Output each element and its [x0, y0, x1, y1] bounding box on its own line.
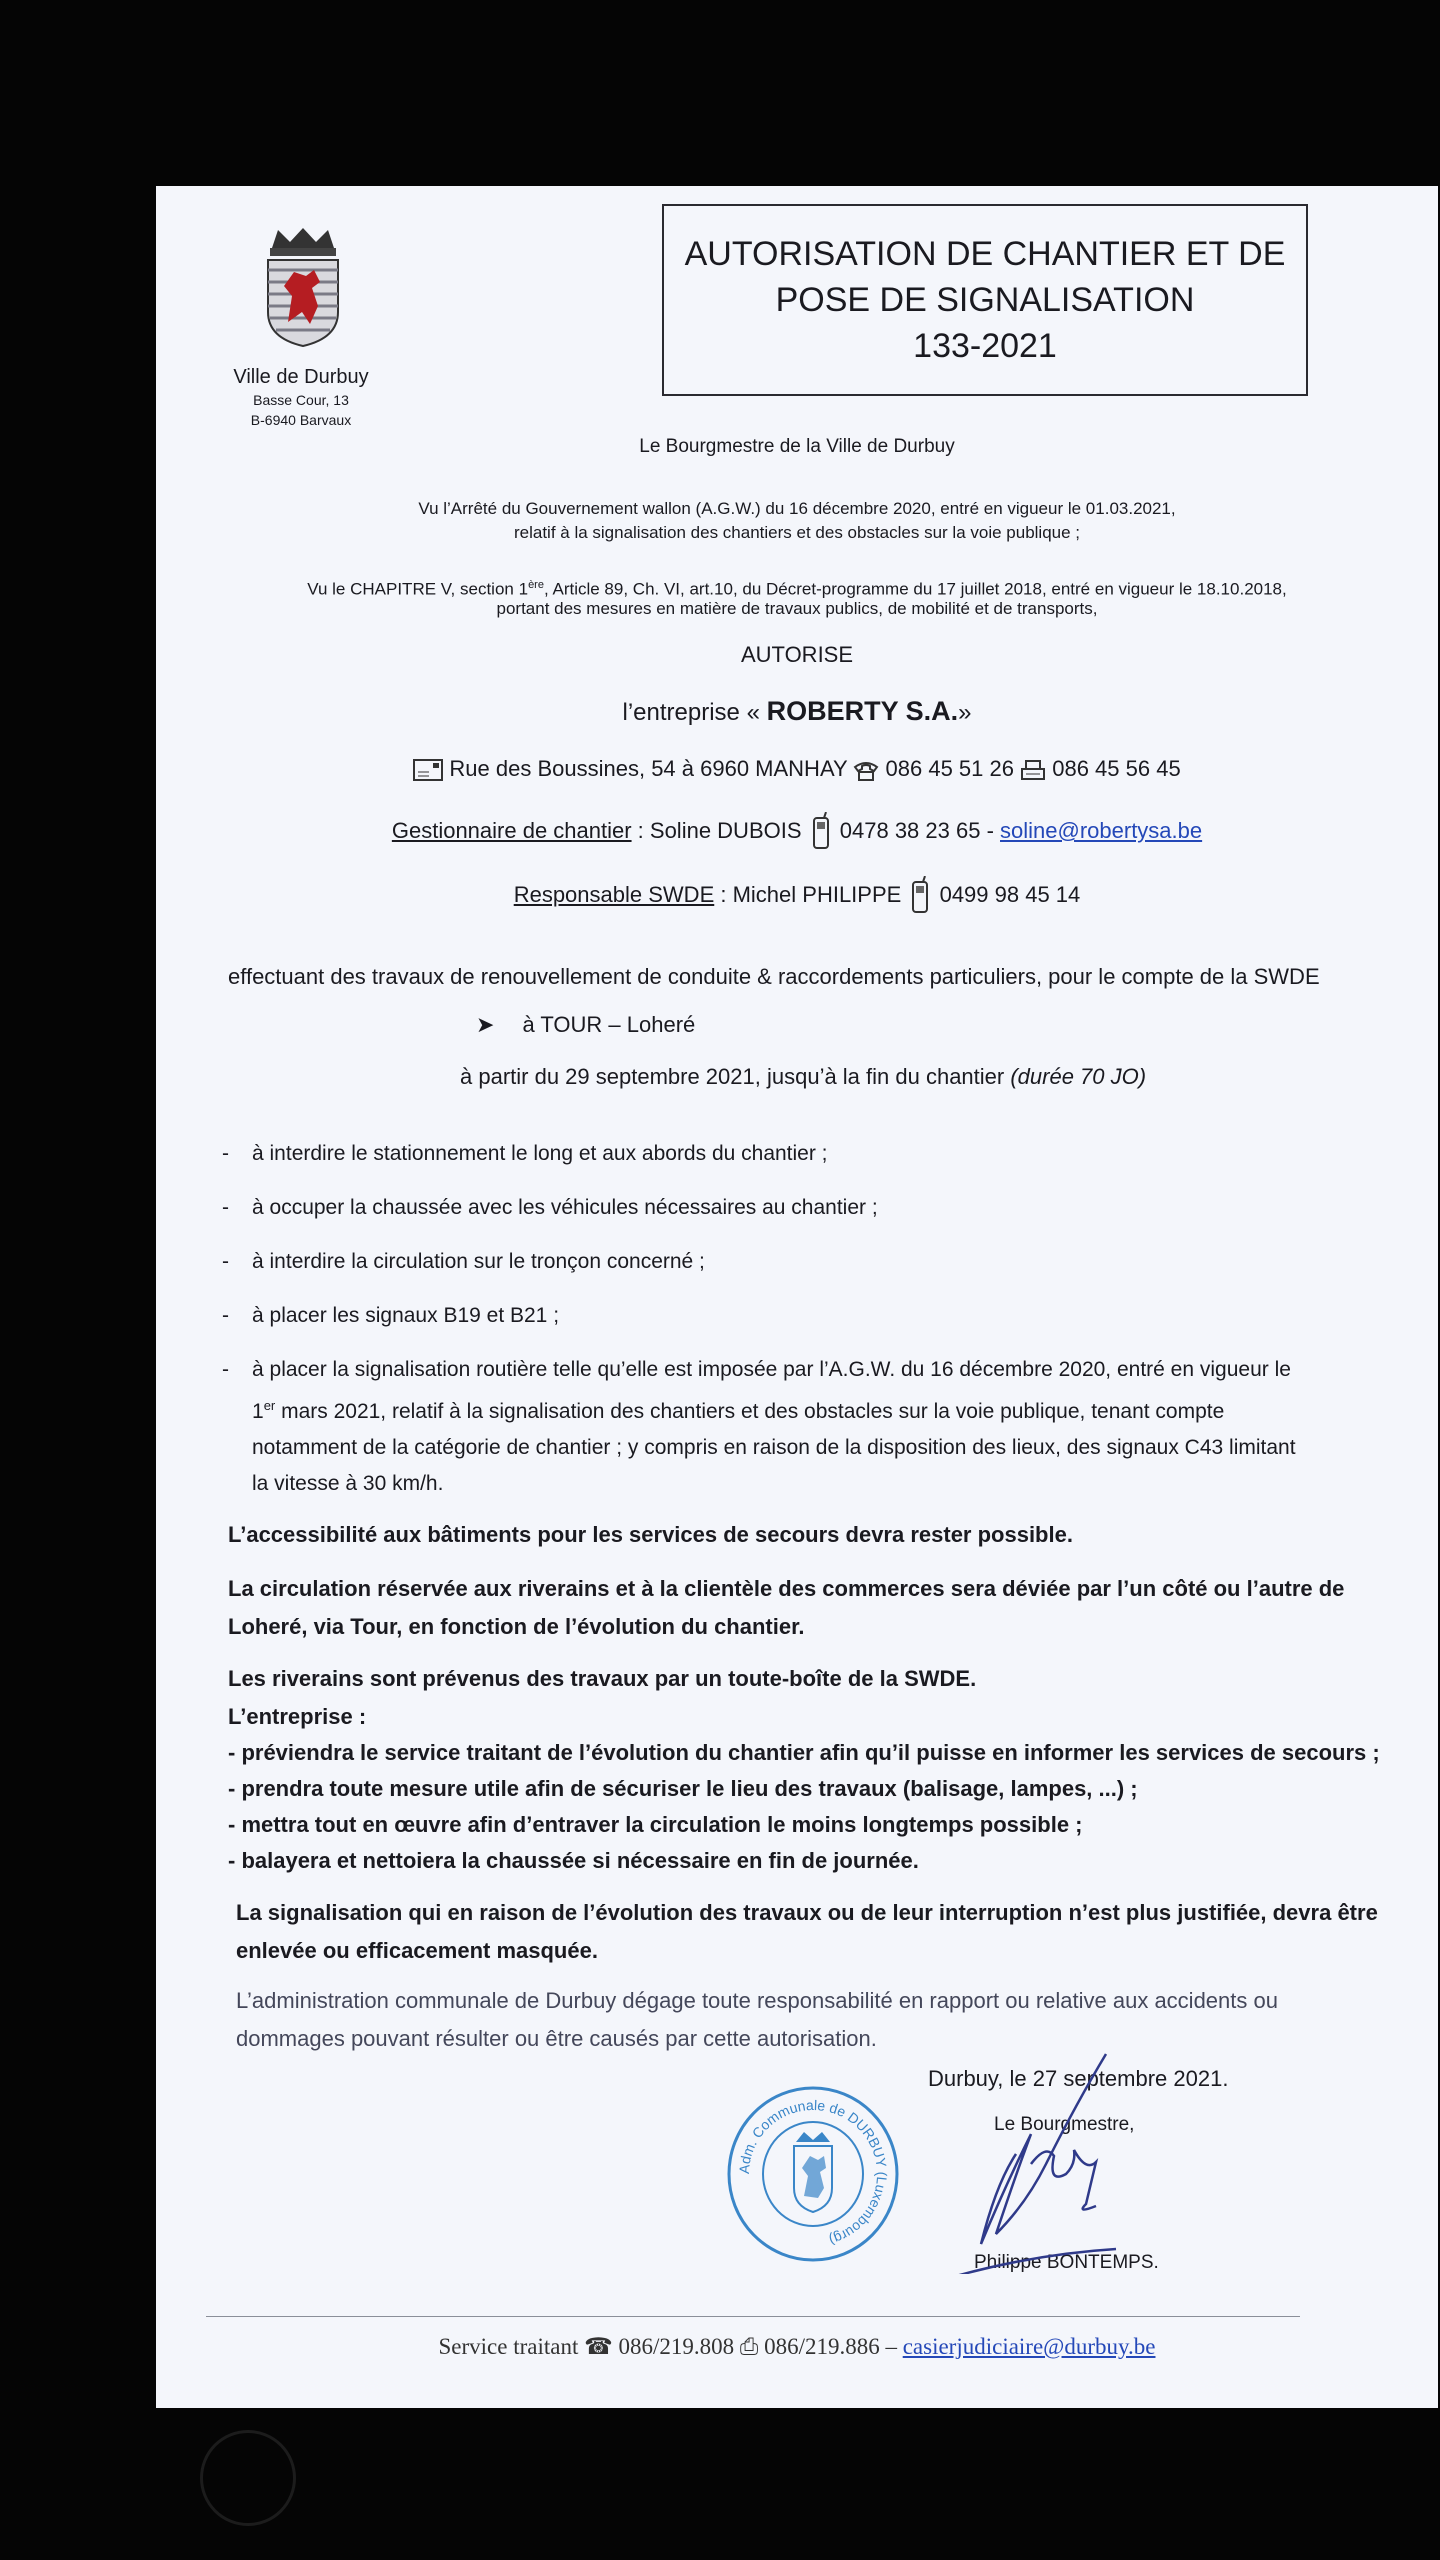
- footer-fax: 086/219.886: [764, 2334, 880, 2359]
- signature-name: Philippe BONTEMPS.: [974, 2252, 1159, 2273]
- signature-role: Le Bourgmestre,: [994, 2114, 1135, 2135]
- town-address-2: B-6940 Barvaux: [250, 412, 352, 428]
- document-page: [156, 186, 1438, 2408]
- vu-decret-line-1: Vu le CHAPITRE V, section 1ère, Article 89, Ch. VI, art.10, du Décret-programme du 17 juillet 2018, entré en vigueur le 18.10.2018,: [307, 579, 1287, 599]
- signalisation-note-1: La signalisation qui en raison de l’évolution des travaux ou de leur interruption n’est plus justifiée, devra être: [236, 1900, 1378, 1925]
- admin-disclaimer-2: dommages pouvant résulter ou être causés par cette autorisation.: [236, 2026, 877, 2051]
- authorization-number: 133-2021: [913, 327, 1057, 365]
- works-location: ➤ à TOUR – Loheré: [476, 1012, 696, 1037]
- vu-agw-line-2: relatif à la signalisation des chantiers et des obstacles sur la voie publique ;: [513, 523, 1081, 542]
- footer-phone: 086/219.808: [618, 2334, 735, 2359]
- title-line-2: POSE DE SIGNALISATION: [775, 281, 1195, 319]
- company-contact-line: [156, 756, 1438, 782]
- riverains-note: Les riverains sont prévenus des travaux par un toute-boîte de la SWDE.: [228, 1666, 977, 1691]
- bullet-item: à occuper la chaussée avec les véhicules nécessaires au chantier ;: [252, 1196, 878, 1219]
- footer-service: Service traitant ☎ 086/219.808 ⎙ 086/219.886 – casierjudiciaire@durbuy.be: [438, 2334, 1156, 2359]
- phone-icon: ☎: [584, 2334, 613, 2359]
- signature-place-date: Durbuy, le 27 septembre 2021.: [928, 2066, 1229, 2091]
- mail-icon: [413, 758, 443, 782]
- entreprise-heading: L’entreprise :: [228, 1704, 367, 1729]
- works-date: à partir du 29 septembre 2021, jusqu’à la fin du chantier (durée 70 JO): [460, 1064, 1147, 1089]
- responsable-label: Responsable SWDE: [513, 881, 715, 907]
- bullet-item-signalisation: à placer la signalisation routière telle qu’elle est imposée par l’A.G.W. du 16 décembre 2020, entré en vigueur le 1er mars 2021, relatif à la signalisation des chantiers et des obstacles sur la voie publique, tenant compte notamment de la catégorie de chantier ; y compris en raison de la disposition des lieux, des signaux C43 limitant la vitesse à 30 km/h.: [252, 1358, 1296, 1495]
- durbuy-crest-icon: [258, 226, 348, 348]
- entreprise-obligation: - prendra toute mesure utile afin de sécuriser le lieu des travaux (balisage, lampes, ...) ;: [228, 1776, 1138, 1801]
- footer-divider: [206, 2316, 1300, 2317]
- circulation-note-1: La circulation réservée aux riverains et à la clientèle des commerces sera déviée par l’un côté ou l’autre de: [228, 1576, 1345, 1601]
- company-line: l’entreprise « ROBERTY S.A.»: [622, 696, 972, 726]
- bullet-dash: -: [222, 1358, 229, 1381]
- municipal-stamp: [726, 2084, 900, 2264]
- fax-icon: [1020, 759, 1046, 781]
- town-block: [196, 364, 406, 430]
- arrow-bullet-icon: ➤: [476, 1012, 495, 1037]
- footer-label: Service traitant: [438, 2334, 585, 2359]
- town-name: Ville de Durbuy: [233, 366, 369, 388]
- circulation-note-2: Loheré, via Tour, en fonction de l’évolution du chantier.: [228, 1614, 805, 1639]
- bourgmestre-line: Le Bourgmestre de la Ville de Durbuy: [639, 436, 955, 457]
- footer-email-link[interactable]: casierjudiciaire@durbuy.be: [902, 2334, 1156, 2359]
- gestionnaire-label: Gestionnaire de chantier: [391, 817, 632, 843]
- phone-icon: [853, 759, 879, 781]
- gestionnaire-line: [156, 812, 1438, 852]
- works-description: effectuant des travaux de renouvellement de conduite & raccordements particuliers, pour le compte de la SWDE: [228, 964, 1320, 989]
- gestionnaire-email-link[interactable]: soline@robertysa.be: [1000, 817, 1203, 843]
- stamp-text: Adm. Communale de DURBUY (Luxembourg): [735, 2096, 891, 2249]
- bullet-dash: -: [222, 1196, 229, 1219]
- admin-disclaimer-1: L’administration communale de Durbuy dégage toute responsabilité en rapport ou relative aux accidents ou: [236, 1988, 1278, 2013]
- company-name: ROBERTY S.A.: [766, 696, 959, 726]
- signalisation-note-2: enlevée ou efficacement masquée.: [236, 1938, 598, 1963]
- entreprise-obligation: - balayera et nettoiera la chaussée si nécessaire en fin de journée.: [228, 1848, 919, 1873]
- gestionnaire-name: : Soline DUBOIS: [631, 817, 802, 843]
- gestionnaire-mobile: 0478 38 23 65 -: [839, 817, 1001, 843]
- logo-icon: [200, 2430, 296, 2526]
- bullet-dash: -: [222, 1250, 229, 1273]
- bullet-item: à interdire le stationnement le long et aux abords du chantier ;: [252, 1142, 828, 1165]
- vu-agw-line-1: Vu l’Arrêté du Gouvernement wallon (A.G.W.) du 16 décembre 2020, entré en vigueur le 01.03.2021,: [418, 499, 1176, 518]
- access-note: L’accessibilité aux bâtiments pour les services de secours devra rester possible.: [228, 1522, 1073, 1547]
- bullet-item: à interdire la circulation sur le tronçon concerné ;: [252, 1250, 705, 1273]
- responsable-line: [156, 876, 1438, 916]
- bullet-dash: -: [222, 1142, 229, 1165]
- signature-scribble: [936, 2044, 1156, 2274]
- vu-decret-line-2: portant des mesures en matière de travaux publics, de mobilité et de transports,: [496, 599, 1098, 618]
- mobile-icon: [907, 876, 933, 916]
- title-box: [662, 204, 1308, 396]
- title-line-1: AUTORISATION DE CHANTIER ET DE: [684, 235, 1286, 273]
- responsable-mobile: 0499 98 45 14: [939, 881, 1081, 907]
- works-duration: (durée 70 JO): [1010, 1064, 1147, 1089]
- entreprise-obligation: - préviendra le service traitant de l’évolution du chantier afin qu’il puisse en informer les services de secours ;: [228, 1740, 1380, 1765]
- town-address-1: Basse Cour, 13: [253, 392, 349, 408]
- entreprise-obligation: - mettra tout en œuvre afin d’entraver la circulation le moins longtemps possible ;: [228, 1812, 1083, 1837]
- bullet-item: à placer les signaux B19 et B21 ;: [252, 1304, 560, 1327]
- autorise-heading: AUTORISE: [740, 642, 854, 667]
- mobile-icon: [808, 812, 834, 852]
- company-fax: 086 45 56 45: [1052, 756, 1181, 781]
- fax-icon: ⎙: [739, 2334, 759, 2359]
- responsable-name: : Michel PHILIPPE: [714, 881, 902, 907]
- company-address: Rue des Boussines, 54 à 6960 MANHAY: [449, 756, 848, 781]
- bullet-dash: -: [222, 1304, 229, 1327]
- company-phone: 086 45 51 26: [885, 756, 1014, 781]
